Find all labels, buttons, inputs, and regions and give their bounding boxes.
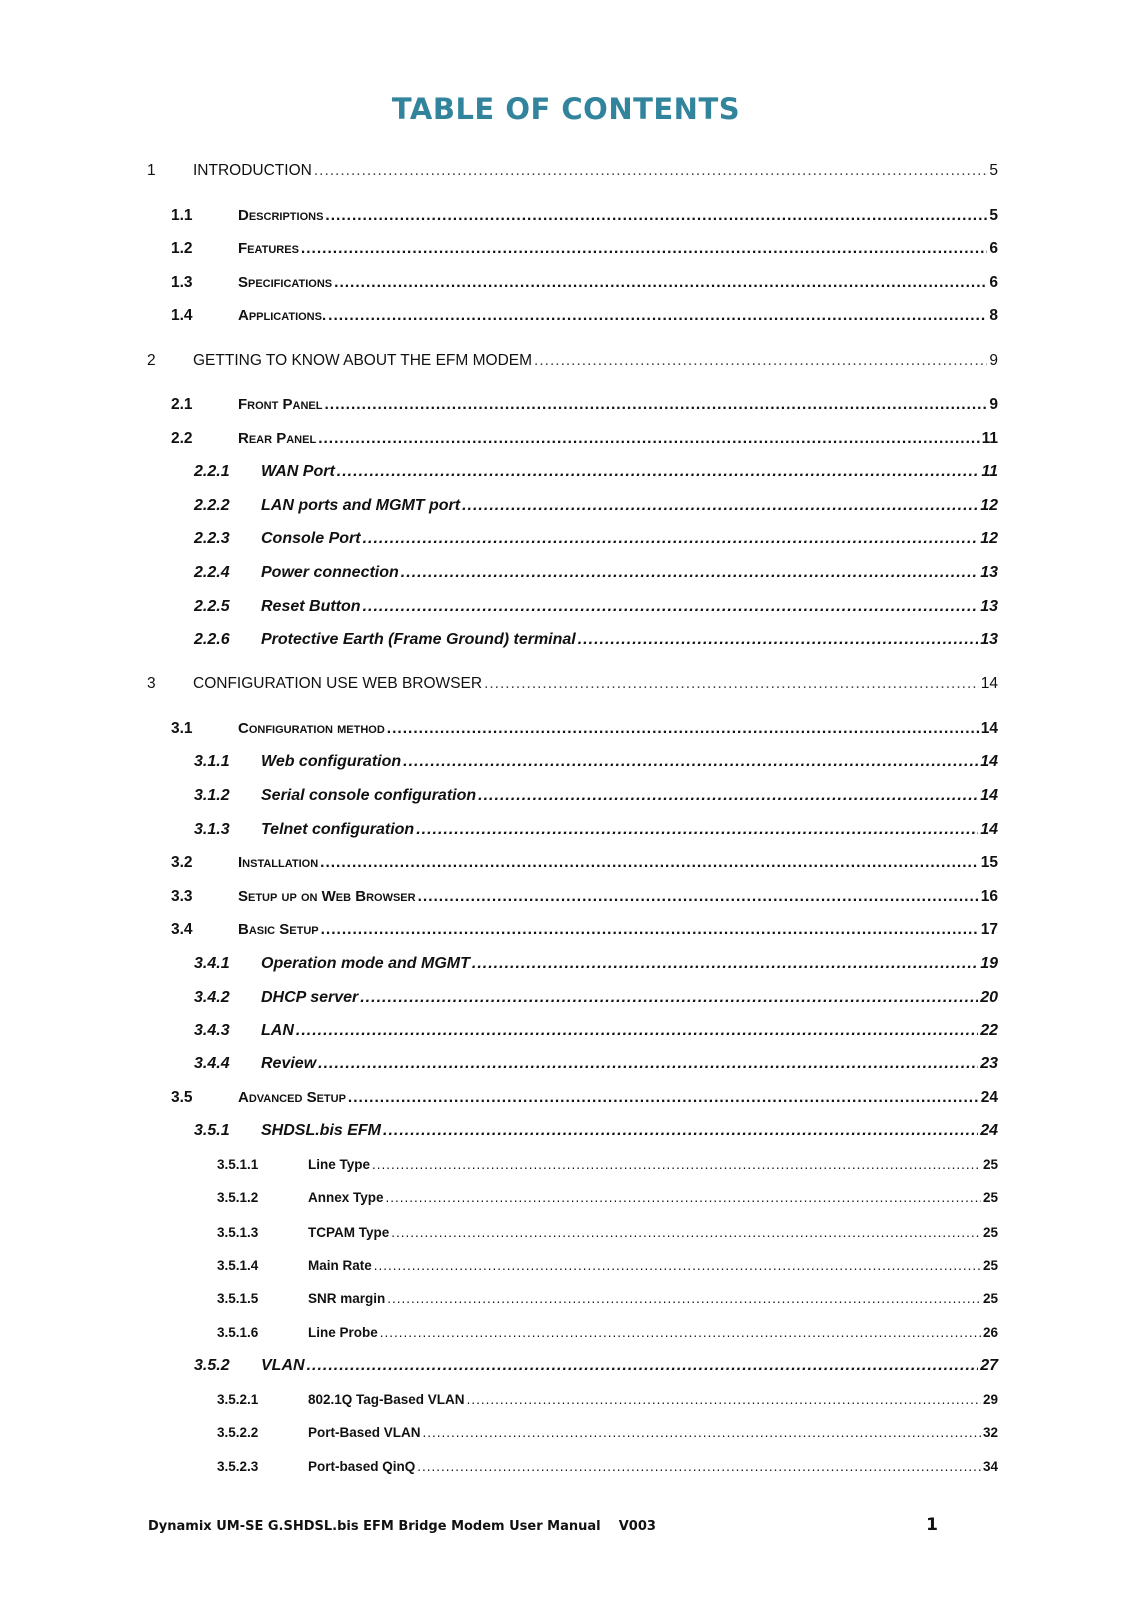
toc-dot-leader [418, 886, 979, 908]
toc-entry[interactable] [217, 1154, 998, 1176]
toc-entry-page: 11 [981, 463, 998, 480]
toc-entry[interactable] [171, 272, 998, 294]
toc-entry-page: 6 [989, 240, 998, 257]
toc-dot-leader [318, 1053, 978, 1075]
toc-entry-number: 2.2.4 [194, 564, 230, 581]
toc-entry-page: 16 [980, 888, 998, 905]
toc-entry[interactable] [171, 852, 998, 874]
toc-entry-number: 3.5.2 [194, 1357, 230, 1374]
toc-entry[interactable] [217, 1255, 998, 1277]
toc-entry-page: 14 [980, 675, 998, 692]
toc-dot-leader [321, 919, 979, 941]
toc-entry-page: 23 [980, 1055, 998, 1072]
toc-entry[interactable] [194, 987, 998, 1009]
toc-entry-title: SHDSL.bis EFM [261, 1122, 382, 1139]
toc-dot-leader [383, 1120, 978, 1142]
toc-entry-title: CONFIGURATION USE WEB BROWSER [193, 675, 483, 692]
toc-entry-page: 14 [980, 753, 998, 770]
toc-entry[interactable] [194, 1355, 998, 1377]
toc-dot-leader [484, 673, 979, 695]
toc-entry-number: 2.2.1 [194, 463, 230, 480]
toc-entry-page: 12 [980, 497, 998, 514]
toc-entry-page: 19 [980, 955, 998, 972]
toc-entry-page: 25 [982, 1258, 998, 1273]
toc-entry-number: 2.2.2 [194, 497, 230, 514]
toc-dot-leader [403, 751, 978, 773]
toc-entry-number: 3.5.1.1 [217, 1157, 259, 1172]
toc-entry-title: Telnet configuration [261, 821, 415, 838]
toc-entry-page: 25 [982, 1190, 998, 1205]
toc-entry-number: 3.4.3 [194, 1022, 230, 1039]
toc-entry-title: WAN Port [261, 463, 335, 480]
toc-entry-title: SNR margin [308, 1291, 386, 1306]
toc-entry-number: 3.1 [171, 720, 193, 737]
toc-entry-page: 34 [982, 1459, 998, 1474]
toc-entry-page: 12 [980, 530, 998, 547]
toc-entry-page: 5 [989, 207, 998, 224]
toc-entry-number: 2.2 [171, 430, 193, 447]
toc-entry-number: 3.2 [171, 854, 193, 871]
toc-entry-title: VLAN [261, 1357, 305, 1374]
page-title: TABLE OF CONTENTS [391, 92, 741, 126]
toc-entry-page: 25 [982, 1157, 998, 1172]
toc-entry[interactable] [171, 238, 998, 260]
toc-dot-leader [462, 495, 978, 517]
footer-page-number: 1 [926, 1515, 938, 1535]
toc-entry-title: Main Rate [308, 1258, 372, 1273]
toc-entry-title: Specifications [238, 274, 333, 291]
page-footer [148, 1515, 938, 1537]
toc-entry-number: 3 [147, 675, 156, 692]
toc-entry-number: 1.2 [171, 240, 193, 257]
toc-dot-leader [386, 1187, 981, 1209]
toc-dot-leader [296, 1020, 978, 1042]
toc-entry-page: 9 [989, 396, 998, 413]
toc-entry[interactable] [171, 1087, 998, 1109]
toc-entry-number: 3.5.1 [194, 1122, 230, 1139]
toc-dot-leader [307, 1355, 979, 1377]
toc-entry-number: 3.5.1.4 [217, 1258, 259, 1273]
toc-entry[interactable] [147, 673, 998, 695]
toc-entry-title: Setup up on Web Browser [238, 888, 416, 905]
toc-dot-leader [314, 160, 988, 182]
toc-entry[interactable] [171, 394, 998, 416]
toc-entry[interactable] [147, 350, 998, 372]
toc-entry-page: 24 [980, 1122, 998, 1139]
toc-entry-title: Port-based QinQ [308, 1459, 416, 1474]
toc-entry-page: 25 [982, 1225, 998, 1240]
toc-entry-title: Web configuration [261, 753, 402, 770]
toc-entry-title: Reset Button [261, 598, 361, 615]
footer-text: Dynamix UM-SE G.SHDSL.bis EFM Bridge Modem User Manual V003 [148, 1519, 656, 1534]
toc-entry[interactable] [217, 1322, 998, 1344]
toc-entry-number: 1.3 [171, 274, 193, 291]
toc-entry[interactable] [217, 1422, 998, 1444]
toc-entry-number: 3.1.3 [194, 821, 230, 838]
toc-entry[interactable] [171, 305, 998, 327]
toc-entry-number: 1 [147, 162, 156, 179]
toc-entry[interactable] [194, 819, 998, 841]
toc-dot-leader [387, 718, 979, 740]
toc-entry-title: Installation [238, 854, 319, 871]
toc-entry-title: Front Panel [238, 396, 323, 413]
toc-entry-title: Serial console configuration [261, 787, 477, 804]
toc-entry[interactable] [217, 1456, 998, 1478]
toc-entry-page: 24 [980, 1089, 998, 1106]
toc-entry-number: 2.2.3 [194, 530, 230, 547]
toc-entry-number: 3.5.1.5 [217, 1291, 259, 1306]
toc-entry-number: 3.4.4 [194, 1055, 230, 1072]
toc-entry-page: 14 [980, 821, 998, 838]
toc-dot-leader [334, 272, 987, 294]
toc-entry-title: TCPAM Type [308, 1225, 390, 1240]
toc-entry-title: Console Port [261, 530, 361, 547]
toc-entry-page: 14 [980, 787, 998, 804]
toc-entry-page: 13 [980, 564, 998, 581]
toc-entry-number: 3.4.2 [194, 989, 230, 1006]
toc-entry-title: LAN [261, 1022, 294, 1039]
toc-entry-number: 3.5.1.3 [217, 1225, 259, 1240]
toc-entry-title: Annex Type [308, 1190, 384, 1205]
toc-entry-page: 5 [989, 162, 998, 179]
toc-entry-page: 6 [989, 274, 998, 291]
toc-entry-title: 802.1Q Tag-Based VLAN [308, 1392, 465, 1407]
toc-entry[interactable] [171, 718, 998, 740]
toc-entry-number: 2 [147, 352, 156, 369]
toc-entry-title: Configuration method [238, 720, 385, 737]
toc-dot-leader [301, 238, 987, 260]
toc-entry-number: 3.5.1.2 [217, 1190, 259, 1205]
toc-dot-leader [467, 1389, 981, 1411]
toc-dot-leader [417, 1456, 981, 1478]
toc-entry-number: 3.5 [171, 1089, 193, 1106]
toc-dot-leader [380, 1322, 981, 1344]
toc-entry[interactable] [217, 1389, 998, 1411]
toc-entry-title: Operation mode and MGMT [261, 955, 470, 972]
toc-dot-leader [348, 1087, 979, 1109]
toc-entry[interactable] [194, 953, 998, 975]
toc-entry-page: 9 [989, 352, 998, 369]
toc-dot-leader [318, 428, 979, 450]
toc-dot-leader [534, 350, 987, 372]
toc-entry-title: Protective Earth (Frame Ground) terminal [261, 631, 576, 648]
toc-entry-title: Review [261, 1055, 317, 1072]
toc-entry-title: GETTING TO KNOW ABOUT THE EFM MODEM [193, 352, 533, 369]
toc-dot-leader [337, 461, 980, 483]
toc-entry[interactable] [194, 1020, 998, 1042]
toc-entry-page: 29 [982, 1392, 998, 1407]
toc-dot-leader [478, 785, 978, 807]
toc-entry-number: 3.1.1 [194, 753, 230, 770]
toc-entry-title: Power connection [261, 564, 399, 581]
toc-entry-title: Line Type [308, 1157, 371, 1172]
toc-entry-page: 11 [981, 430, 998, 447]
toc-entry-title: Applications. [238, 307, 327, 324]
toc-entry[interactable] [194, 1053, 998, 1075]
toc-entry[interactable] [194, 629, 998, 651]
toc-dot-leader [360, 987, 978, 1009]
toc-entry-number: 3.4.1 [194, 955, 230, 972]
toc-dot-leader [372, 1154, 981, 1176]
toc-dot-leader [363, 528, 979, 550]
toc-entry-page: 13 [980, 598, 998, 615]
toc-dot-leader [325, 205, 987, 227]
toc-entry-number: 3.5.2.1 [217, 1392, 259, 1407]
toc-entry-title: Line Probe [308, 1325, 378, 1340]
toc-dot-leader [416, 819, 978, 841]
toc-entry[interactable] [147, 160, 998, 182]
toc-entry[interactable] [194, 495, 998, 517]
toc-entry-title: Rear Panel [238, 430, 317, 447]
toc-entry[interactable] [194, 528, 998, 550]
toc-dot-leader [472, 953, 978, 975]
toc-entry-title: INTRODUCTION [193, 162, 312, 179]
toc-entry-number: 1.4 [171, 307, 193, 324]
toc-entry[interactable] [194, 596, 998, 618]
toc-entry-number: 3.5.1.6 [217, 1325, 259, 1340]
toc-entry-number: 3.5.2.2 [217, 1425, 259, 1440]
toc-entry-page: 15 [980, 854, 998, 871]
toc-entry-page: 26 [982, 1325, 998, 1340]
toc-dot-leader [423, 1422, 981, 1444]
toc-entry-page: 14 [980, 720, 998, 737]
toc-entry-page: 13 [980, 631, 998, 648]
toc-entry-title: Descriptions [238, 207, 324, 224]
toc-dot-leader [363, 596, 979, 618]
toc-entry-title: Features [238, 240, 299, 257]
toc-entry[interactable] [171, 428, 998, 450]
toc-entry-number: 3.3 [171, 888, 193, 905]
toc-dot-leader [391, 1222, 981, 1244]
toc-entry-title: Basic Setup [238, 921, 319, 938]
toc-entry-number: 1.1 [171, 207, 193, 224]
toc-dot-leader [578, 629, 978, 651]
toc-dot-leader [387, 1288, 981, 1310]
toc-entry[interactable] [217, 1288, 998, 1310]
toc-entry-page: 17 [980, 921, 998, 938]
toc-entry[interactable] [194, 461, 998, 483]
toc-dot-leader [324, 394, 987, 416]
toc-entry-page: 20 [980, 989, 998, 1006]
toc-entry-number: 3.4 [171, 921, 193, 938]
toc-entry-title: DHCP server [261, 989, 359, 1006]
toc-entry-number: 3.1.2 [194, 787, 230, 804]
toc-entry[interactable] [217, 1187, 998, 1209]
toc-entry[interactable] [171, 886, 998, 908]
toc-entry[interactable] [194, 785, 998, 807]
toc-dot-leader [374, 1255, 981, 1277]
toc-entry-title: Advanced Setup [238, 1089, 346, 1106]
toc-entry-page: 25 [982, 1291, 998, 1306]
toc-dot-leader [401, 562, 978, 584]
toc-entry-number: 3.5.2.3 [217, 1459, 259, 1474]
toc-entry-page: 32 [982, 1425, 998, 1440]
toc-entry-page: 22 [980, 1022, 998, 1039]
toc-entry[interactable] [194, 1120, 998, 1142]
toc-entry[interactable] [171, 205, 998, 227]
toc-entry-number: 2.2.6 [194, 631, 230, 648]
toc-entry-page: 8 [989, 307, 998, 324]
toc-entry-number: 2.1 [171, 396, 193, 413]
toc-entry-title: LAN ports and MGMT port [261, 497, 461, 514]
toc-entry-title: Port-Based VLAN [308, 1425, 421, 1440]
toc-entry[interactable] [194, 562, 998, 584]
toc-entry[interactable] [171, 919, 998, 941]
toc-dot-leader [328, 305, 987, 327]
toc-dot-leader [320, 852, 979, 874]
toc-entry-number: 2.2.5 [194, 598, 230, 615]
toc-entry[interactable] [217, 1222, 998, 1244]
toc-entry-page: 27 [980, 1357, 998, 1374]
toc-entry[interactable] [194, 751, 998, 773]
